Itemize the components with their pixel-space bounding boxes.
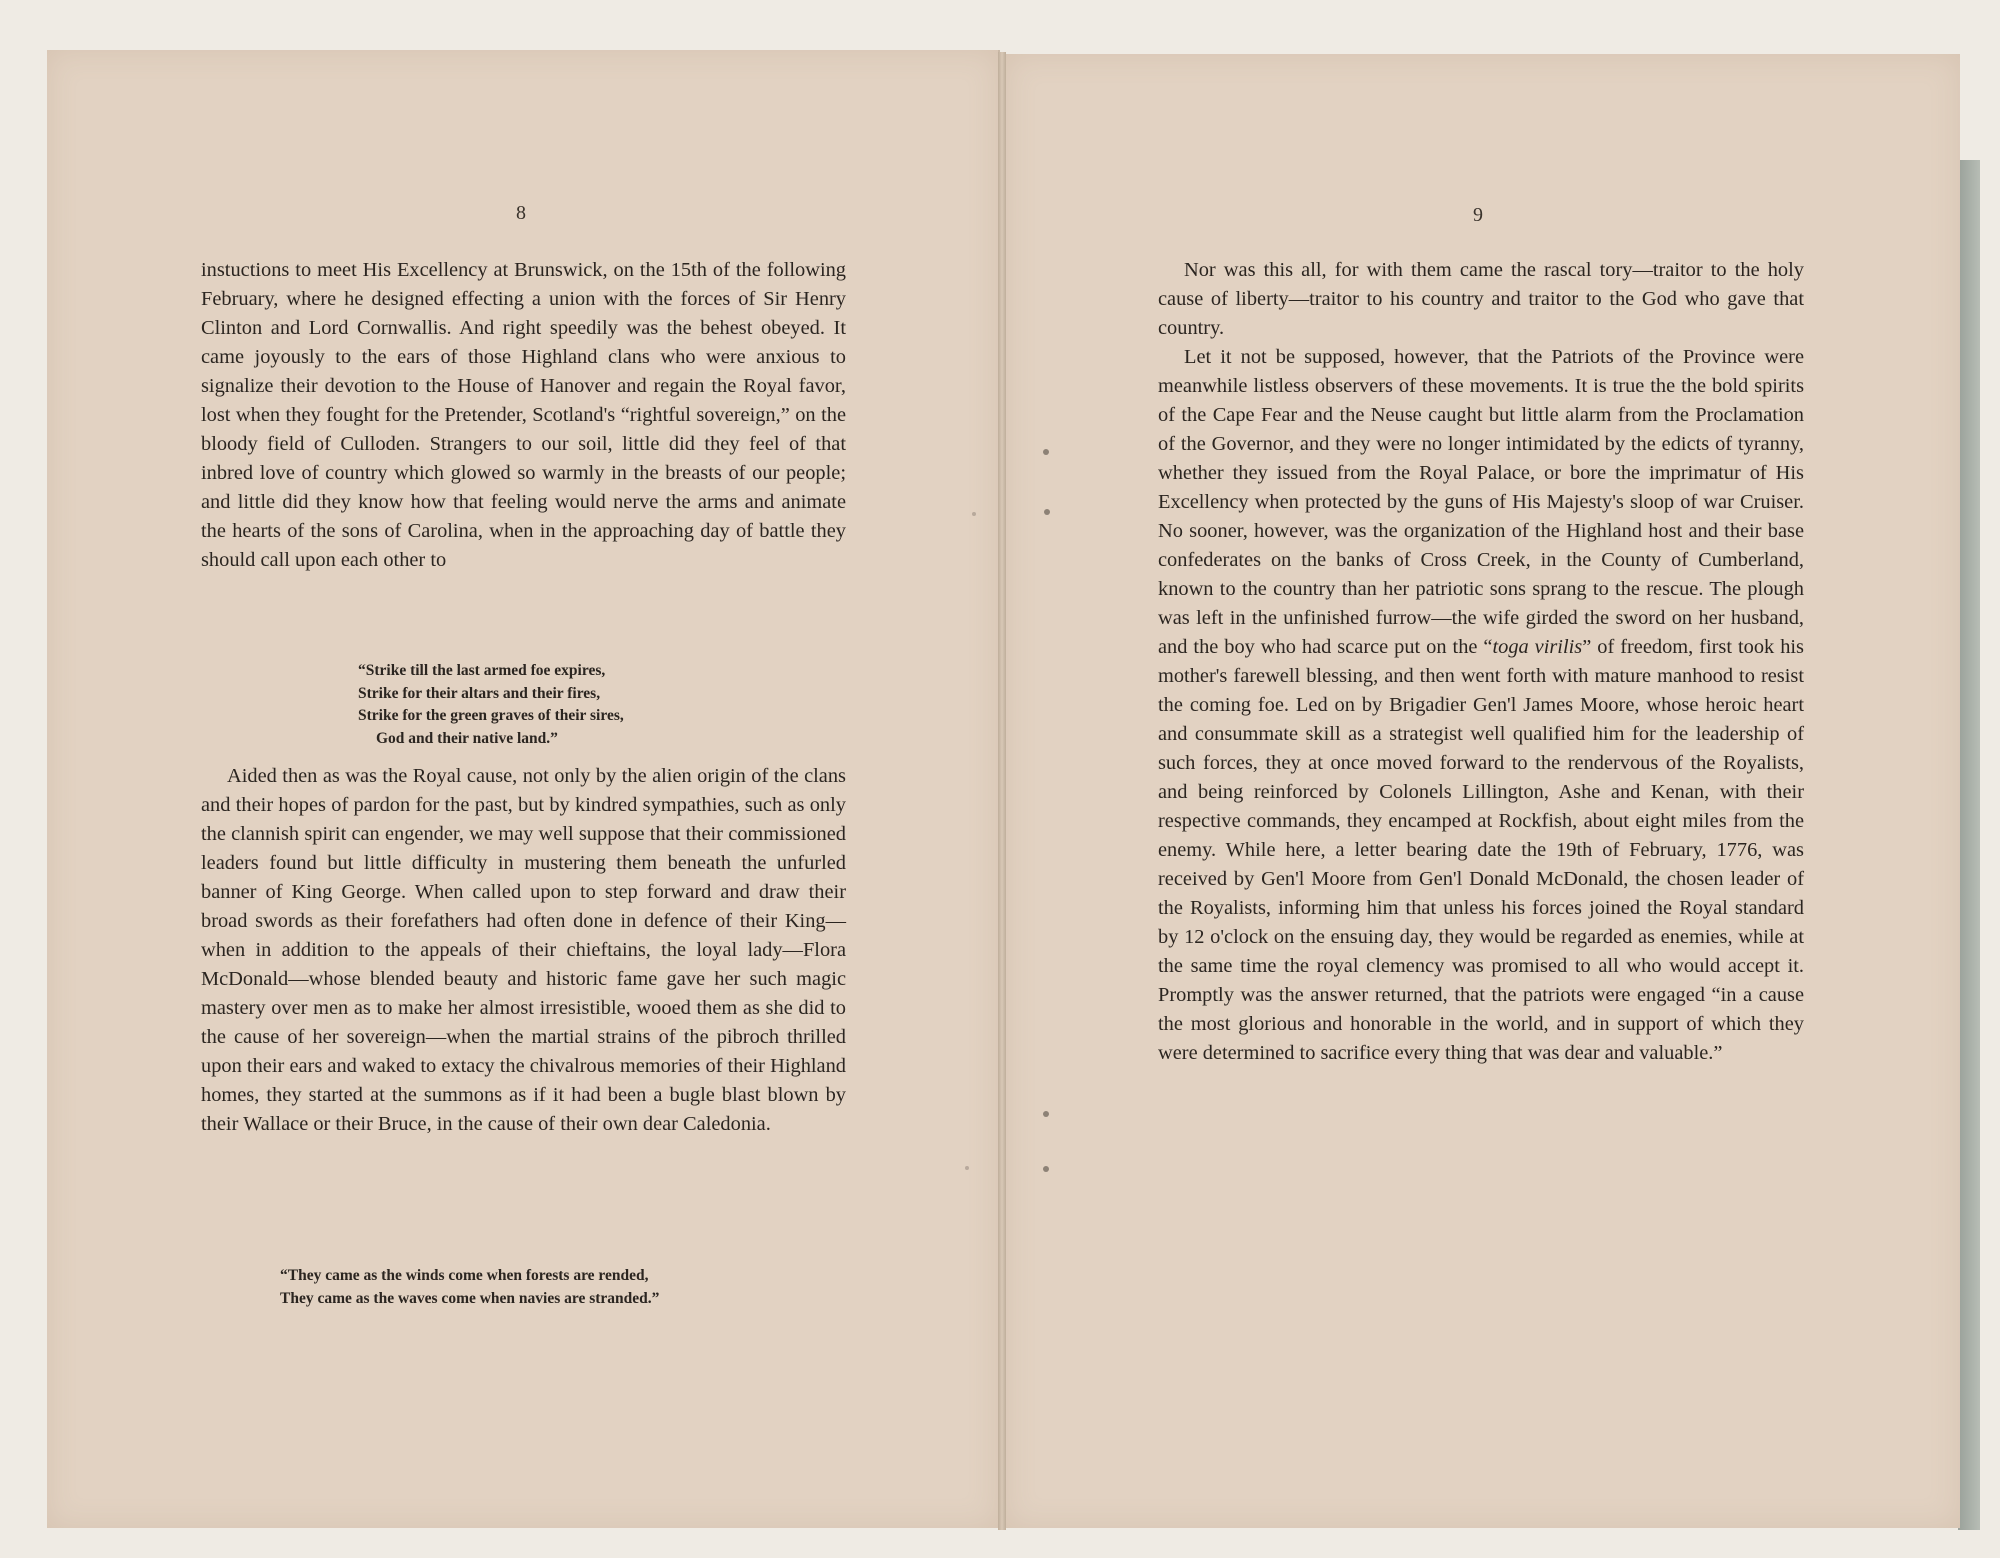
verse-line: Strike for the green graves of their sires, — [358, 707, 624, 724]
binding-hole-mark — [972, 512, 976, 516]
left-paragraph-2 — [201, 762, 846, 1139]
binding-hole-mark — [1044, 509, 1050, 515]
binding-hole-mark — [1043, 1111, 1049, 1117]
binding-hole-mark — [1043, 1166, 1049, 1172]
page-number-right: 9 — [1473, 204, 1483, 226]
verse-line: “Strike till the last armed foe expires, — [358, 662, 606, 679]
binding-hole-mark — [965, 1166, 969, 1170]
verse-line: “They came as the winds come when forests are rended, — [280, 1267, 649, 1284]
left-verse-1 — [358, 660, 624, 750]
left-verse-2 — [280, 1265, 659, 1310]
left-paragraph-1-text: instuctions to meet His Excellency at Brunswick, on the 15th of the following February, where he designed effecting a union with the forces of Sir Henry Clinton and Lord Cornwallis. And right speedily was the behest obeyed. It came joyously to the ears of those Highland clans who were anxious to signalize their devotion to the House of Hanover and regain the Royal favor, lost when they fought for the Pretender, Scotland's “rightful sovereign,” on the bloody field of Culloden. Strangers to our soil, little did they feel of that inbred love of country which glowed so warmly in the breasts of our people; and little did they know how that feeling would nerve the arms and animate the hearts of the sons of Carolina, when in the approaching day of battle they should call upon each other to — [201, 259, 846, 571]
verse-line: They came as the waves come when navies are stranded.” — [280, 1289, 660, 1307]
page-number-left: 8 — [516, 202, 526, 224]
verse-line: God and their native land.” — [376, 729, 558, 747]
binding-hole-mark — [1043, 449, 1049, 455]
verse-line: Strike for their altars and their fires, — [358, 684, 601, 702]
right-paragraph-2 — [1158, 343, 1804, 1068]
book-gutter — [998, 52, 1006, 1530]
left-paragraph-2-text: Aided then as was the Royal cause, not only by the alien origin of the clans and their hopes of pardon for the past, but by kindred sympathies, such as only the clannish spirit can engender, we may well suppose that their commissioned leaders found but little difficulty in mustering them beneath the unfurled banner of King George. When called upon to step forward and draw their broad swords as their forefathers had often done in defence of their King—when in addition to the appeals of their chieftains, the loyal lady—Flora McDonald—whose blended beauty and historic fame gave her such magic mastery over men as to make her almost irresistible, wooed them as she did to the cause of her sovereign—when the martial strains of the pibroch thrilled upon their ears and waked to extacy the chivalrous memories of their Highland homes, they started at the summons as if it had been a bugle blast blown by their Wallace or their Bruce, in the cause of their own dear Caledonia. — [201, 765, 846, 1135]
page-stack-edge — [1958, 160, 1980, 1530]
right-paragraph-2-text-a: Let it not be supposed, however, that the Patriots of the Province were meanwhile listless observers of these movements. It is true the the bold spirits of the Cape Fear and the Neuse caught but little alarm from the Proclamation of the Governor, and they were no longer intimidated by the edicts of tyranny, whether they issued from the Royal Palace, or bore the imprimatur of His Excellency when protected by the guns of His Majesty's sloop of war Cruiser. No sooner, however, was the organization of the Highland host and their base confederates on the banks of Cross Creek, in the County of Cumberland, known to the country than her patriotic sons sprang to the rescue. The plough was left in the unfinished furrow—the wife girded the sword on her husband, and the boy who had scarce put on the “ — [1158, 346, 1804, 658]
right-paragraph-2-italic: toga virilis — [1492, 636, 1583, 658]
right-text — [1158, 256, 1804, 1068]
left-paragraph-1 — [201, 256, 846, 575]
right-paragraph-2-text-b: ” of freedom, first took his mother's farewell blessing, and then went forth with mature manhood to resist the coming foe. Led on by Brigadier Gen'l James Moore, whose heroic heart and consummate skill as a strategist well qualified him for the leadership of such forces, they at once moved forward to the rendervous of the Royalists, and being reinforced by Colonels Lillington, Ashe and Kenan, with their respective commands, they encamped at Rockfish, about eight miles from the enemy. While here, a letter bearing date the 19th of February, 1776, was received by Gen'l Moore from Gen'l Donald McDonald, the chosen leader of the Royalists, informing him that unless his forces joined the Royal standard by 12 o'clock on the ensuing day, they would be regarded as enemies, while at the same time the royal clemency was promised to all who would accept it. Promptly was the answer returned, that the patriots were engaged “in a cause the most glorious and honorable in the world, and in support of which they were determined to sacrifice every thing that was dear and valuable.” — [1158, 636, 1804, 1064]
right-paragraph-1-text: Nor was this all, for with them came the rascal tory—traitor to the holy cause of liberty—traitor to his country and traitor to the God who gave that country. — [1158, 259, 1804, 339]
